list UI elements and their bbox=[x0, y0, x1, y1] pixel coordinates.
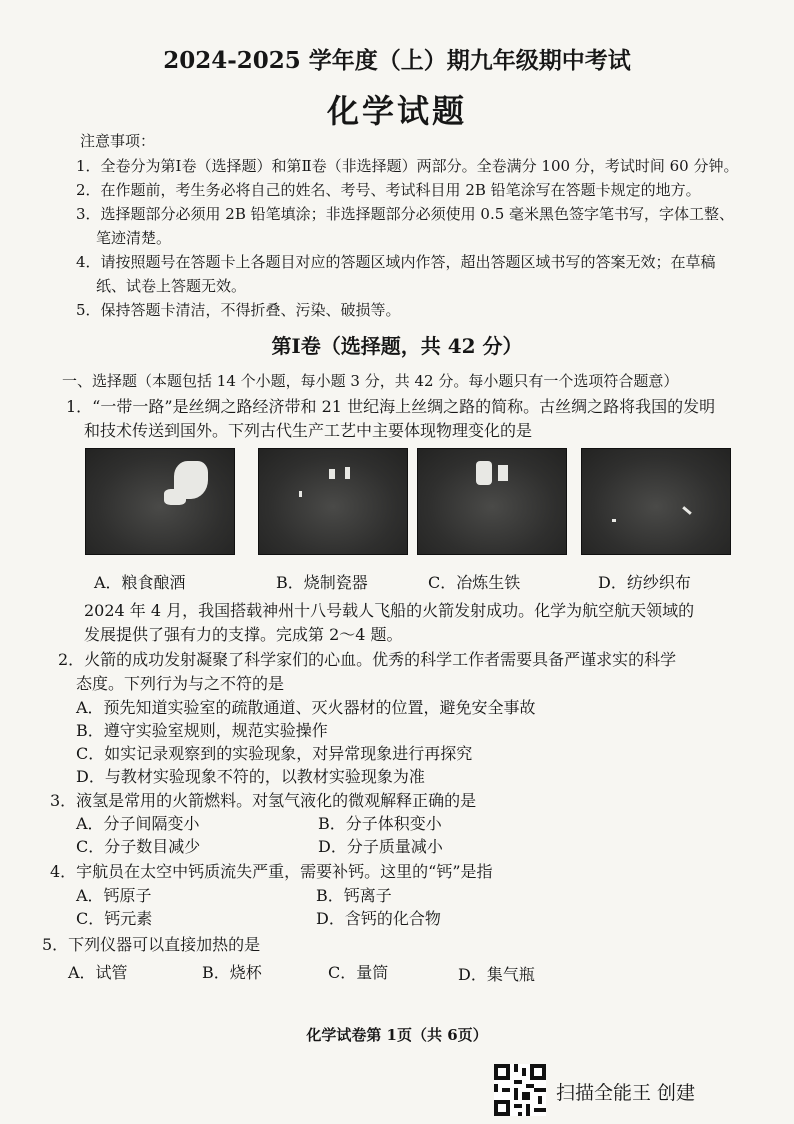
notice-heading: 注意事项： bbox=[80, 132, 156, 150]
notice-line-5: 5．保持答题卡清洁，不得折叠、污染、破损等。 bbox=[76, 301, 401, 319]
q2-stem-line2: 态度。下列行为与之不符的是 bbox=[76, 674, 285, 693]
photo-iron-smelting bbox=[417, 448, 567, 555]
q3-stem: 3．液氢是常用的火箭燃料。对氢气液化的微观解释正确的是 bbox=[50, 791, 477, 810]
q1-stem-line2: 和技术传送到国外。下列古代生产工艺中主要体现物理变化的是 bbox=[84, 421, 533, 440]
q4-option-d: D．含钙的化合物 bbox=[316, 909, 441, 928]
q4-option-b: B．钙离子 bbox=[316, 886, 392, 905]
q4-option-a: A．钙原子 bbox=[76, 886, 152, 905]
q2-option-b: B．遵守实验室规则，规范实验操作 bbox=[76, 721, 328, 740]
notice-line-3: 3．选择题部分必须用 2B 铅笔填涂；非选择题部分必须使用 0.5 毫米黑色签字笔书写，字体工整、 bbox=[76, 205, 735, 223]
context-line1: 2024 年 4 月，我国搭载神州十八号载人飞船的火箭发射成功。化学为航空航天领域的 bbox=[84, 601, 695, 620]
scanner-watermark-label: 扫描全能王 创建 bbox=[556, 1082, 696, 1104]
context-line2: 发展提供了强有力的支撑。完成第 2～4 题。 bbox=[84, 625, 403, 644]
q2-option-d: D．与教材实验现象不符的，以教材实验现象为准 bbox=[76, 767, 425, 786]
q3-option-d: D．分子质量减小 bbox=[318, 837, 443, 856]
notice-line-2: 2．在作题前，考生务必将自己的姓名、考号、考试科目用 2B 铅笔涂写在答题卡规定的地方。 bbox=[76, 181, 701, 199]
notice-line-4: 4．请按照题号在答题卡上各题目对应的答题区域内作答，超出答题区域书写的答案无效；在草稿 bbox=[76, 253, 716, 271]
q5-stem: 5．下列仪器可以直接加热的是 bbox=[42, 935, 261, 954]
notice-line-1: 1．全卷分为第Ⅰ卷（选择题）和第Ⅱ卷（非选择题）两部分。全卷满分 100 分，考试时间 60 分钟。 bbox=[76, 157, 739, 175]
q3-option-c: C．分子数目减少 bbox=[76, 837, 201, 856]
q1-option-b: B．烧制瓷器 bbox=[276, 573, 368, 592]
page-footer: 化学试卷第 1页（共 6页） bbox=[306, 1026, 488, 1044]
section-title: 第Ⅰ卷（选择题，共 42 分） bbox=[271, 334, 523, 358]
q5-option-b: B．烧杯 bbox=[202, 963, 262, 982]
photo-grain-wine bbox=[85, 448, 235, 555]
q2-option-c: C．如实记录观察到的实验现象，对异常现象进行再探究 bbox=[76, 744, 473, 763]
q4-stem: 4．宇航员在太空中钙质流失严重，需要补钙。这里的“钙”是指 bbox=[50, 862, 493, 881]
q1-option-a: A．粮食酿酒 bbox=[94, 573, 186, 592]
q1-option-c: C．冶炼生铁 bbox=[428, 573, 521, 592]
q1-stem-line1: 1．“一带一路”是丝绸之路经济带和 21 世纪海上丝绸之路的简称。古丝绸之路将我国的发明 bbox=[66, 397, 716, 416]
q4-option-c: C．钙元素 bbox=[76, 909, 153, 928]
q5-option-d: D．集气瓶 bbox=[458, 965, 535, 984]
photo-porcelain bbox=[258, 448, 408, 555]
q2-stem-line1: 2．火箭的成功发射凝聚了科学家们的心血。优秀的科学工作者需要具备严谨求实的科学 bbox=[58, 650, 677, 669]
section-instruction: 一、选择题（本题包括 14 个小题，每小题 3 分，共 42 分。每小题只有一个选项符合题意） bbox=[62, 372, 679, 390]
q5-option-c: C．量筒 bbox=[328, 963, 389, 982]
exam-title: 2024-2025 学年度（上）期九年级期中考试 bbox=[163, 47, 631, 74]
subject-title: 化学试题 bbox=[326, 92, 467, 130]
q1-option-d: D．纺纱织布 bbox=[598, 573, 691, 592]
q3-option-a: A．分子间隔变小 bbox=[76, 814, 200, 833]
photo-spinning-weaving bbox=[581, 448, 731, 555]
q3-option-b: B．分子体积变小 bbox=[318, 814, 442, 833]
qr-code-icon bbox=[494, 1064, 546, 1116]
q5-option-a: A．试管 bbox=[68, 963, 128, 982]
notice-line-4-cont: 纸、试卷上答题无效。 bbox=[96, 277, 247, 295]
q2-option-a: A．预先知道实验室的疏散通道、灭火器材的位置，避免安全事故 bbox=[76, 698, 536, 717]
notice-line-3-cont: 笔迹清楚。 bbox=[96, 229, 172, 247]
